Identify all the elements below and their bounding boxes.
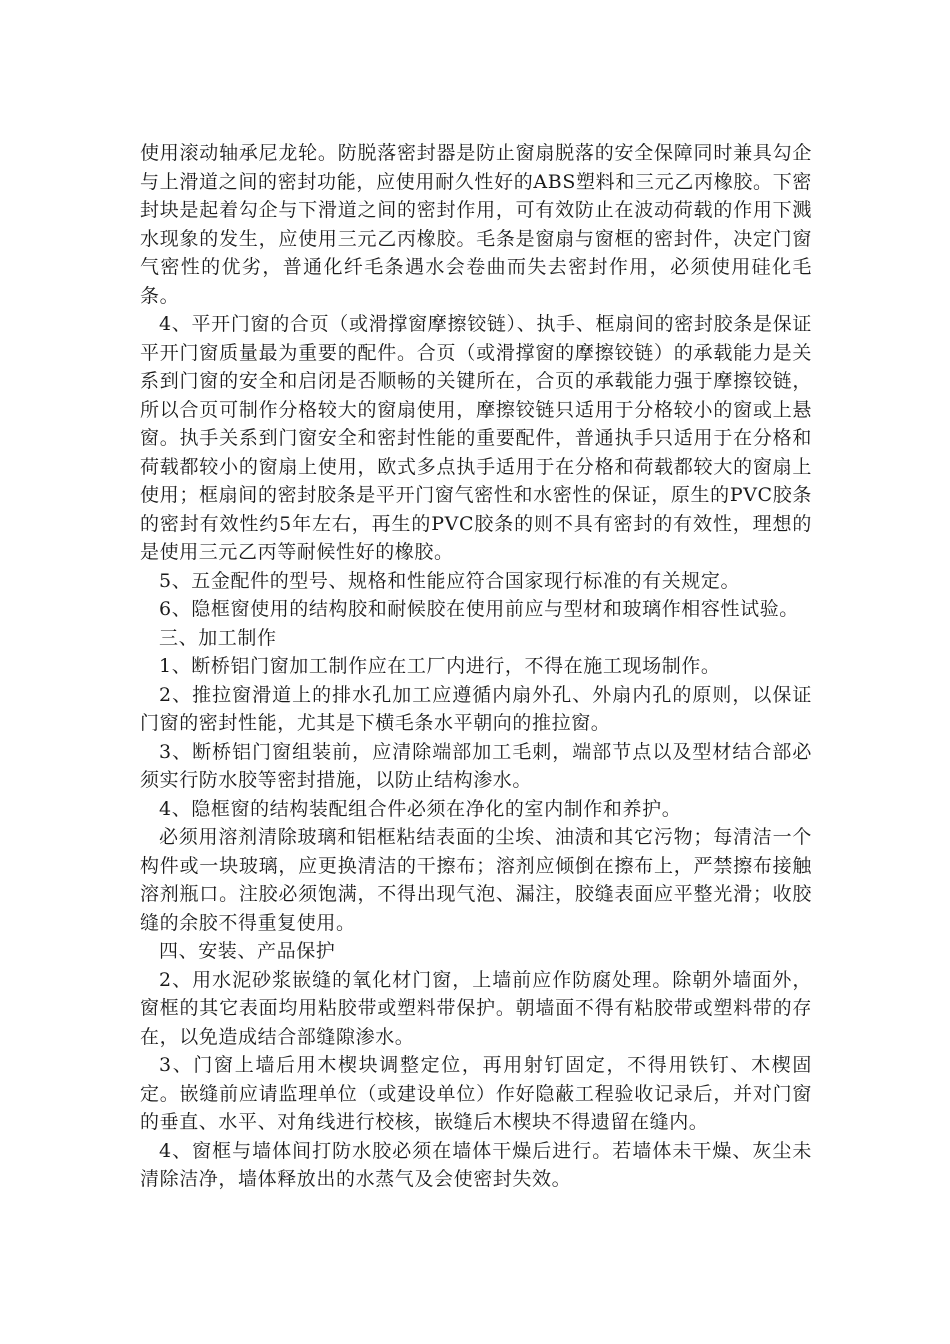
section-heading-processing: 三、加工制作 bbox=[159, 626, 277, 649]
paragraph-casement-hinges: 4、平开门窗的合页（或滑撑窗摩擦铰链）、执手、框扇间的密封胶条是保证平开门窗质量最为重要的配件。合页（或滑撑窗的摩擦铰链）的承载能力是关系到门窗的安全和启闭是否顺畅的关键所在，合页的承载能力强于摩擦铰链，所以合页可制作分格较大的窗扇使用，摩擦铰链只适用于分格较小的窗或上悬窗。执手关系到门窗安全和密封性能的重要配件，普通执手只适用于在分格和荷载都较小的窗扇上使用，欧式多点执手适用于在分格和荷载都较大的窗扇上使用；框扇间的密封胶条是平开门窗气密性和水密性的保证，原生的PVC胶条的密封有效性约5年左右，再生的PVC胶条的则不具有密封的有效性，理想的是使用三元乙丙等耐候性好的橡胶。 bbox=[140, 313, 812, 563]
paragraph-drainage-holes: 2、推拉窗滑道上的排水孔加工应遵循内扇外孔、外扇内孔的原则，以保证门窗的密封性能，尤其是下横毛条水平朝向的推拉窗。 bbox=[140, 683, 812, 734]
paragraph-factory-fabrication: 1、断桥铝门窗加工制作应在工厂内进行，不得在施工现场制作。 bbox=[159, 655, 721, 677]
paragraph-assembly-sealing: 3、断桥铝门窗组装前，应清除端部加工毛刺，端部节点以及型材结合部必须实行防水胶等密封措施，以防止结构渗水。 bbox=[140, 740, 812, 791]
paragraph-compatibility-test: 6、隐框窗使用的结构胶和耐候胶在使用前应与型材和玻璃作相容性试验。 bbox=[159, 598, 799, 620]
paragraph-mortar-anticorrosion: 2、用水泥砂浆嵌缝的氧化材门窗，上墙前应作防腐处理。除朝外墙面外，窗框的其它表面均用粘胶带或塑料带保护。朝墙面不得有粘胶带或塑料带的存在，以免造成结合部缝隙渗水。 bbox=[140, 968, 812, 1048]
paragraph-hardware-sliding-seals: 使用滚动轴承尼龙轮。防脱落密封器是防止窗扇脱落的安全保障同时兼具勾企与上滑道之间的密封功能，应使用耐久性好的ABS塑料和三元乙丙橡胶。下密封块是起着勾企与下滑道之间的密封作用，可有效防止在波动荷载的作用下溅水现象的发生，应使用三元乙丙橡胶。毛条是窗扇与窗框的密封件，决定门窗气密性的优劣，普通化纤毛条遇水会卷曲而失去密封作用，必须使用硅化毛条。 bbox=[140, 142, 812, 307]
document-body bbox=[140, 139, 812, 1194]
paragraph-solvent-cleaning: 必须用溶剂清除玻璃和铝框粘结表面的尘埃、油渍和其它污物；每清洁一个构件或一块玻璃，应更换清洁的干擦布；溶剂应倾倒在擦布上，严禁擦布接触溶剂瓶口。注胶必须饱满，不得出现气泡、漏注，胶缝表面应平整光滑；收胶缝的余胶不得重复使用。 bbox=[140, 826, 812, 934]
paragraph-hidden-frame-assembly: 4、隐框窗的结构装配组合件必须在净化的室内制作和养护。 bbox=[159, 797, 682, 820]
paragraph-hardware-standards: 5、五金配件的型号、规格和性能应符合国家现行标准的有关规定。 bbox=[159, 569, 741, 592]
paragraph-waterproof-sealant: 4、窗框与墙体间打防水胶必须在墙体干燥后进行。若墙体未干燥、灰尘未清除洁净，墙体释放出的水蒸气及会使密封失效。 bbox=[140, 1139, 812, 1190]
section-heading-installation: 四、安装、产品保护 bbox=[159, 940, 336, 962]
paragraph-wedge-positioning: 3、门窗上墙后用木楔块调整定位，再用射钉固定，不得用铁钉、木楔固定。嵌缝前应请监理单位（或建设单位）作好隐蔽工程验收记录后，并对门窗的垂直、水平、对角线进行校核，嵌缝后木楔块不得遗留在缝内。 bbox=[140, 1054, 812, 1133]
